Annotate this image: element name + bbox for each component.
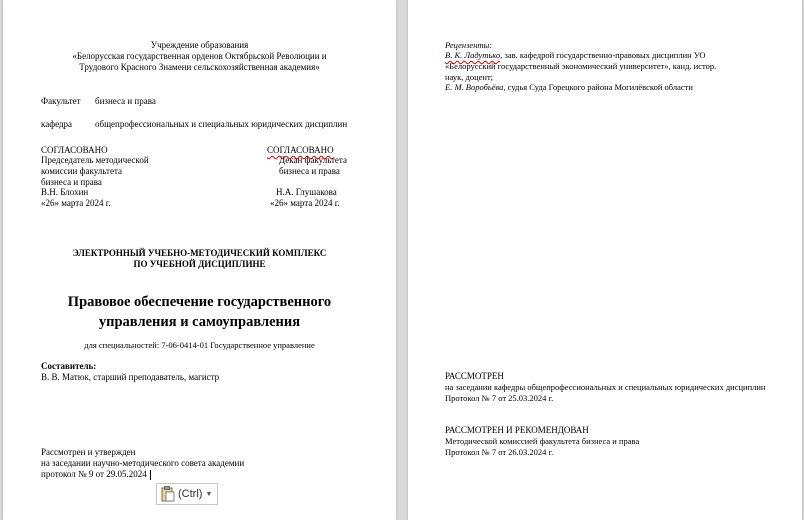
approval-left-signatory: В.Н. Блохин <box>41 187 89 197</box>
paste-options-label: (Ctrl) <box>178 488 203 500</box>
approval-right-heading: СОГЛАСОВАНО <box>267 145 334 155</box>
complex-title-line-1: ЭЛЕКТРОННЫЙ УЧЕБНО-МЕТОДИЧЕСКИЙ КОМПЛЕКС <box>72 248 327 258</box>
reviewer-1-line-3: наук, доцент; <box>445 72 494 82</box>
reviewer-2-line <box>445 82 693 93</box>
considered-heading: РАССМОТРЕН <box>445 371 504 381</box>
institution-line-3: Трудового Красного Знамени сельскохозяйственная академия» <box>79 62 320 72</box>
approval-right-date: «26» марта 2024 г. <box>270 198 340 208</box>
paste-options-button[interactable] <box>156 483 218 505</box>
compiler-label: Составитель: <box>41 361 97 371</box>
document-page-2[interactable] <box>408 0 802 520</box>
approval-left-date: «26» марта 2024 г. <box>41 198 111 208</box>
reviewer-1-text: , зав. кафедрой государственно-правовых дисциплин УО <box>500 50 706 60</box>
department-label: кафедра <box>41 119 73 129</box>
approval-right-line: бизнеса и права <box>279 166 340 176</box>
reviewer-2-name: Е. М. Воробьёва <box>445 82 504 92</box>
approval-left-line: комиссии факультета <box>41 166 123 176</box>
specialty-line: для специальностей: 7-06-0414-01 Государственное управление <box>84 340 315 350</box>
approval-left-heading: СОГЛАСОВАНО <box>41 145 108 155</box>
department-value: общепрофессиональных и специальных юридических дисциплин <box>95 119 348 129</box>
recommended-heading: РАССМОТРЕН И РЕКОМЕНДОВАН <box>445 425 589 435</box>
approval-right-signatory: Н.А. Глушакова <box>276 187 337 197</box>
discipline-title-line-2: управления и самоуправления <box>98 314 301 330</box>
reviewer-1-name: В. К. Ладутько <box>445 50 501 60</box>
compiler-value: В. В. Матюк, старший преподаватель, магистр <box>41 372 220 382</box>
reviewer-1-line-1 <box>445 50 706 61</box>
reviewers-label: Рецензенты: <box>445 40 493 50</box>
faculty-value: бизнеса и права <box>95 96 156 106</box>
considered-line-1: на заседании кафедры общепрофессиональных и специальных юридических дисциплин <box>445 382 766 392</box>
approval-right-line: Декан факультета <box>279 155 347 165</box>
text-cursor <box>150 470 151 480</box>
approved-line-2: на заседании научно-методического совета академии <box>41 458 245 468</box>
approved-protocol-text: протокол № 9 от 29.05.2024 <box>41 469 147 479</box>
considered-protocol: Протокол № 7 от 25.03.2024 г. <box>445 393 554 403</box>
reviewer-2-text: , судья Суда Горецкого района Могилёвской области <box>503 82 693 92</box>
approved-line-1: Рассмотрен и утвержден <box>41 447 136 457</box>
faculty-label: Факультет <box>41 96 81 106</box>
reviewer-1-line-2: «Белорусский государственный экономический университет», канд. истор. <box>445 61 717 71</box>
approval-left-line: бизнеса и права <box>41 177 102 187</box>
chevron-down-icon: ▼ <box>205 490 213 498</box>
clipboard-icon <box>161 486 175 502</box>
approved-line-3 <box>41 469 151 480</box>
institution-line-1: Учреждение образования <box>150 40 249 50</box>
recommended-protocol: Протокол № 7 от 26.03.2024 г. <box>445 447 554 457</box>
institution-line-2: «Белорусская государственная орденов Октябрьской Революции и <box>72 51 327 61</box>
approval-left-line: Председатель методической <box>41 155 149 165</box>
discipline-title-line-1: Правовое обеспечение государственного <box>67 294 332 310</box>
document-page-1[interactable] <box>3 0 396 520</box>
recommended-line-1: Методической комиссией факультета бизнеса и права <box>445 436 640 446</box>
complex-title-line-2: ПО УЧЕБНОЙ ДИСЦИПЛИНЕ <box>133 259 266 269</box>
